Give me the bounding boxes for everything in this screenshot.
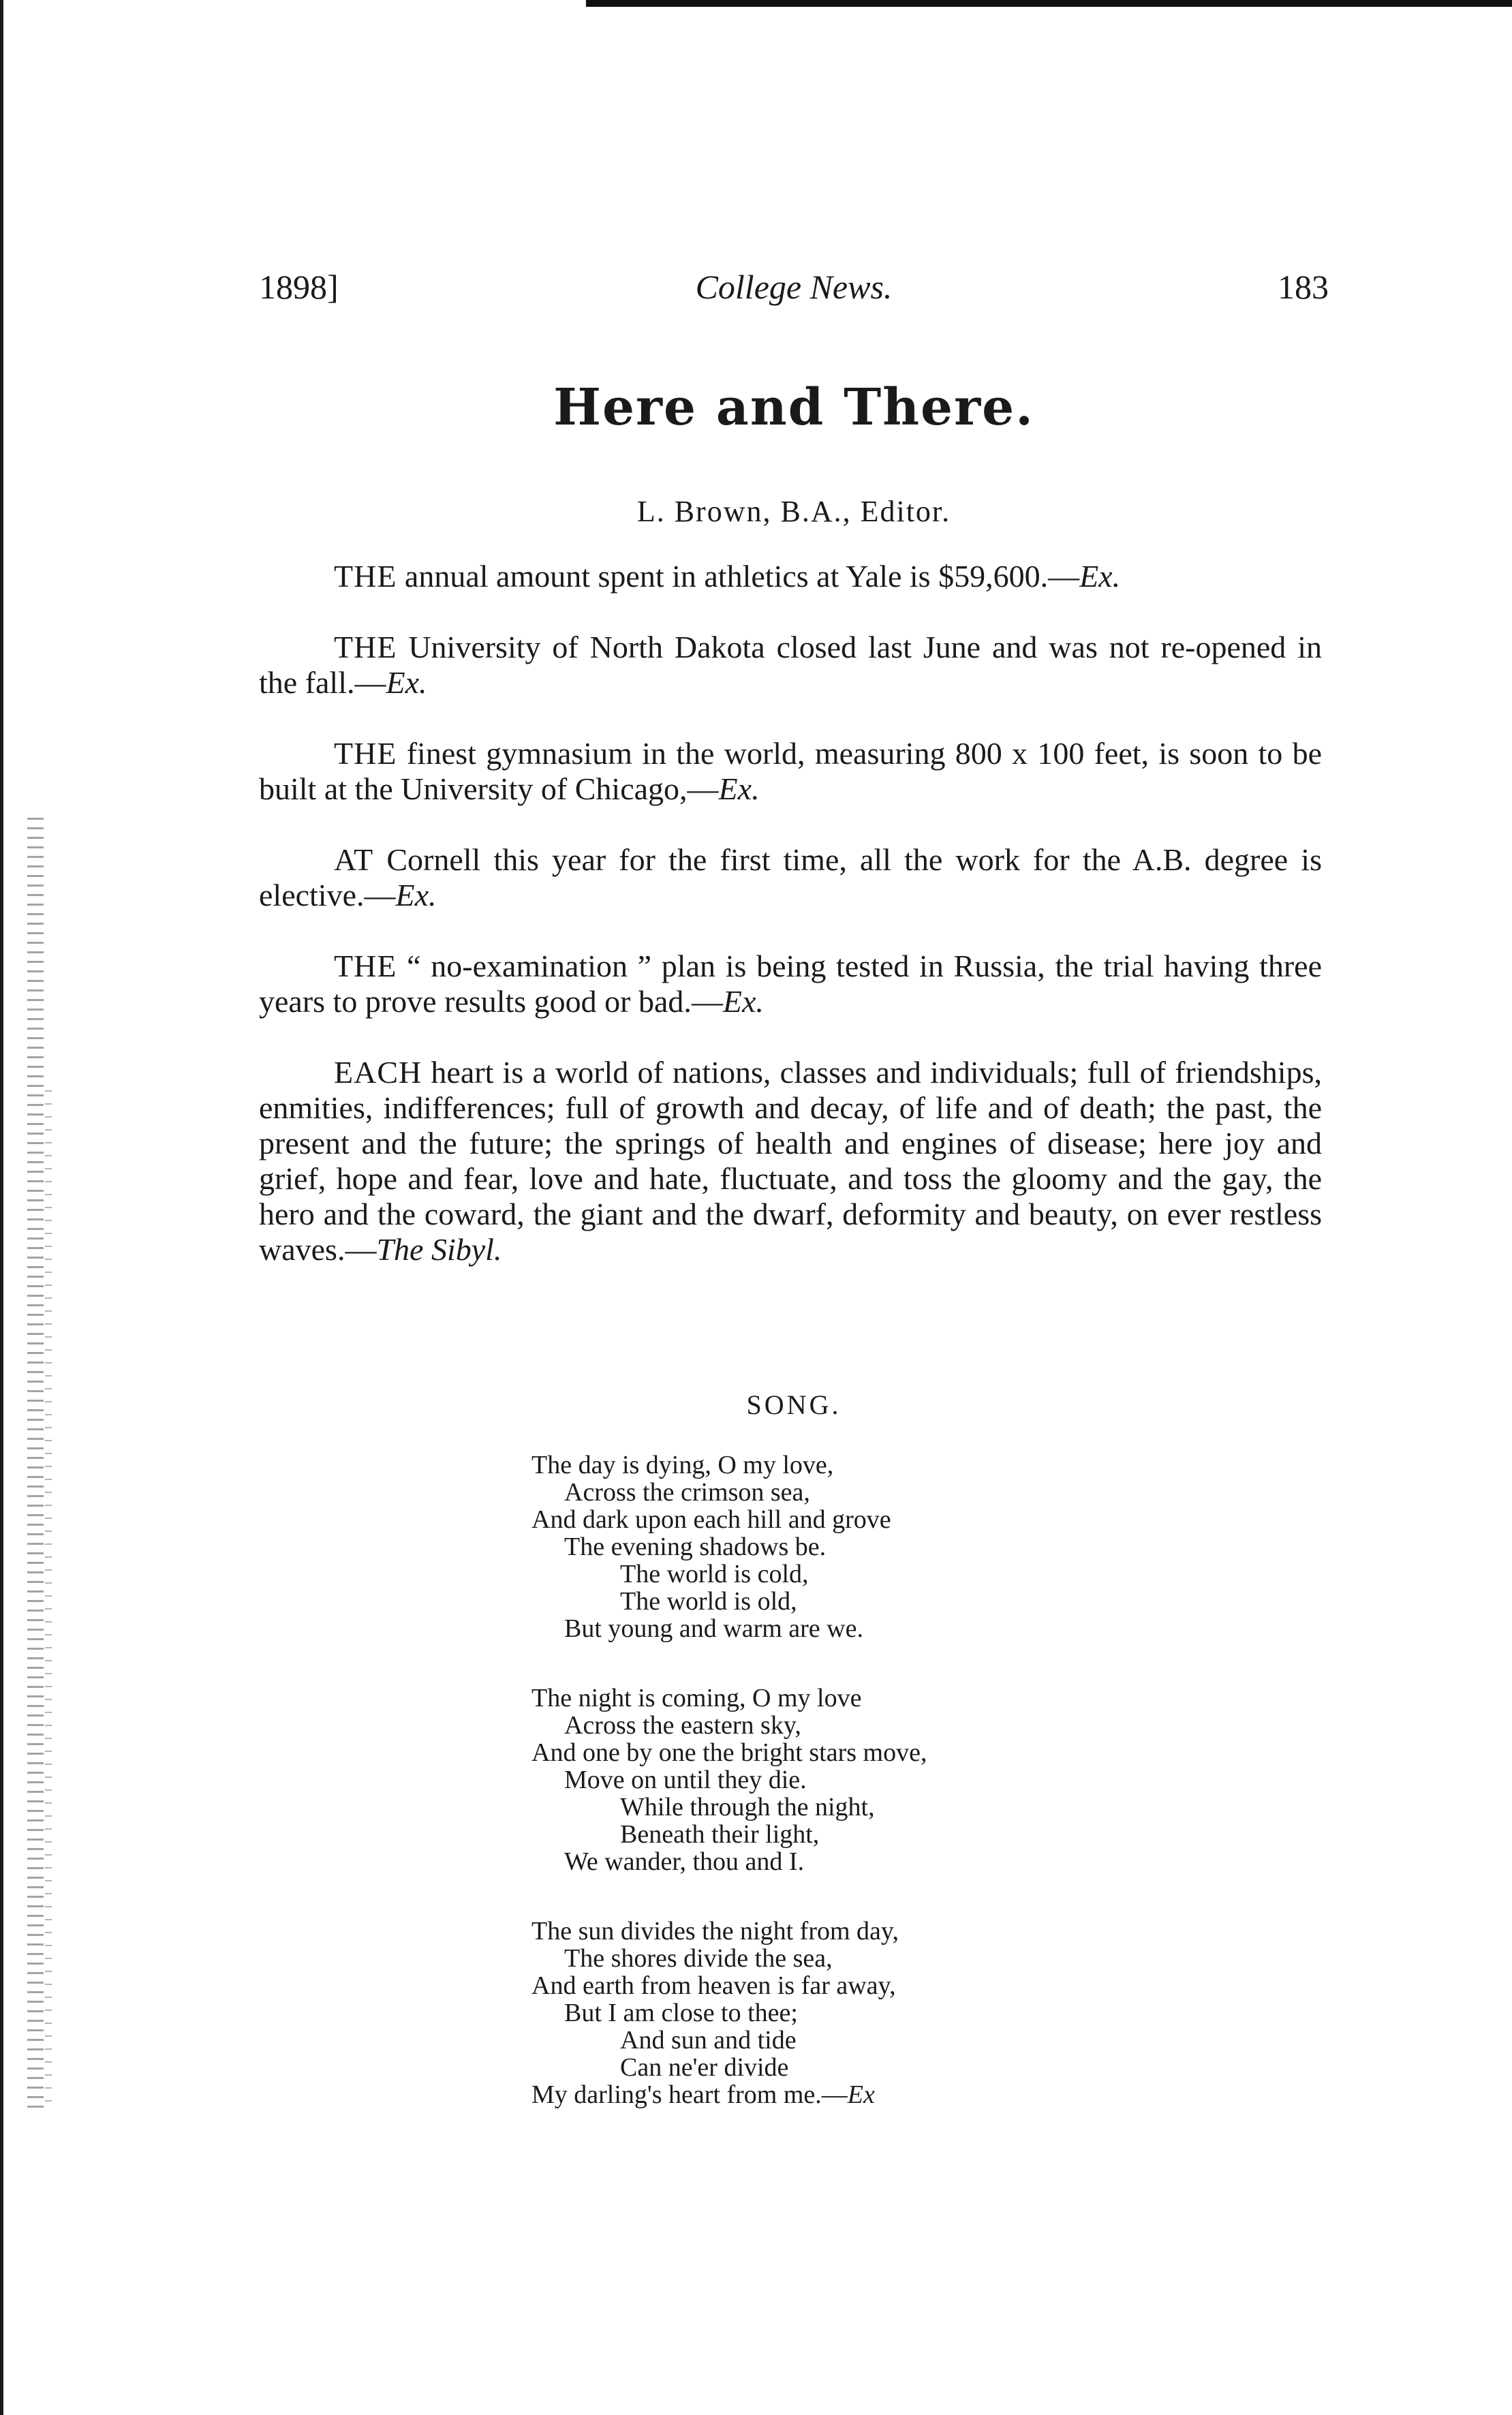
verse-line: But I am close to thee; [564,1999,798,2027]
song-source: Ex [847,2080,875,2109]
song-title: SONG. [746,1389,842,1420]
page-binding-speckle [27,818,44,2112]
song-stanza [531,1451,1213,1642]
page-binding-edge [0,0,18,2415]
header-title: College News. [695,268,893,306]
news-item [259,949,1322,1019]
news-item [259,842,1322,913]
verse-line: Across the crimson sea, [564,1478,810,1507]
news-item [259,559,1322,594]
verse-line: But young and warm are we. [564,1614,863,1643]
item-text: Cornell this year for the first time, all the work for the A.B. degree is elective.— [259,842,1322,912]
verse-line: The world is cold, [620,1560,809,1588]
verse-line: We wander, thou and I. [564,1847,805,1876]
page-number: 183 [1278,268,1329,306]
verse-line: And dark upon each hill and grove [531,1505,891,1534]
item-lead: AT [334,842,374,877]
item-lead: THE [334,559,397,594]
verse-line: The world is old, [620,1587,797,1616]
item-text: finest gymnasium in the world, measuring 800 x 100 feet, is soon to be built at the University of Chicago,— [259,736,1322,806]
item-text: “ no-examination ” plan is being tested in Russia, the trial having three years to prove results good or bad.— [259,949,1322,1019]
verse-line: The night is coming, O my love [531,1684,862,1712]
editor-line: L. Brown, B.A., Editor. [636,495,951,528]
item-text: annual amount spent in athletics at Yale is $59,600.— [397,559,1080,594]
verse-line: Move on until they die. [564,1766,807,1794]
news-item [259,630,1322,701]
item-source: Ex. [1079,559,1121,594]
running-header [259,267,1329,315]
verse-line: Beneath their light, [620,1820,820,1849]
item-lead: THE [334,949,397,983]
item-source: Ex. [722,984,764,1019]
item-text: University of North Dakota closed last June and was not re-opened in the fall.— [259,630,1322,700]
header-year: 1898] [259,268,339,306]
item-source: The Sibyl. [376,1232,502,1267]
news-item [259,736,1322,807]
song-stanza [531,1685,1213,1875]
verse-line: Can ne'er divide [620,2053,789,2082]
top-rule [586,0,1512,7]
verse-line: The shores divide the sea, [564,1944,833,1973]
verse-line: The sun divides the night from day, [531,1917,899,1945]
item-lead: EACH [334,1055,422,1090]
item-source: Ex. [718,771,760,806]
verse-line: And sun and tide [620,2026,797,2055]
item-source: Ex. [386,665,427,700]
section-title: Here and There. [553,378,1034,437]
news-item [259,1055,1322,1267]
item-lead: THE [334,736,397,771]
verse-line: The evening shadows be. [564,1533,827,1561]
verse-line: Across the eastern sky, [564,1711,801,1740]
verse-line: While through the night, [620,1793,875,1821]
verse-line-final [531,2081,1213,2108]
news-items [259,559,1322,1303]
verse-line: And earth from heaven is far away, [531,1971,896,2000]
item-source: Ex. [395,878,437,912]
verse-line: The day is dying, O my love, [531,1451,834,1479]
verse-text: My darling's heart from me.— [531,2080,848,2109]
song-stanzas [531,1451,1213,2151]
item-text: heart is a world of nations, classes and individuals; full of friendships, enmities, indifferences; full of growth and decay, of life and of death; the past, the present and the future; the springs of health and engines of disease; here joy and grief, hope and fear, love and hate, fluctuate, and toss the gloomy and the gay, the hero and the coward, the giant and the dwarf, deformity and beauty, on ever restless waves.— [259,1055,1322,1267]
page-binding-speckle-secondary [45,1090,52,2112]
verse-line: And one by one the bright stars move, [531,1738,927,1767]
song-stanza [531,1918,1213,2108]
item-lead: THE [334,630,397,664]
